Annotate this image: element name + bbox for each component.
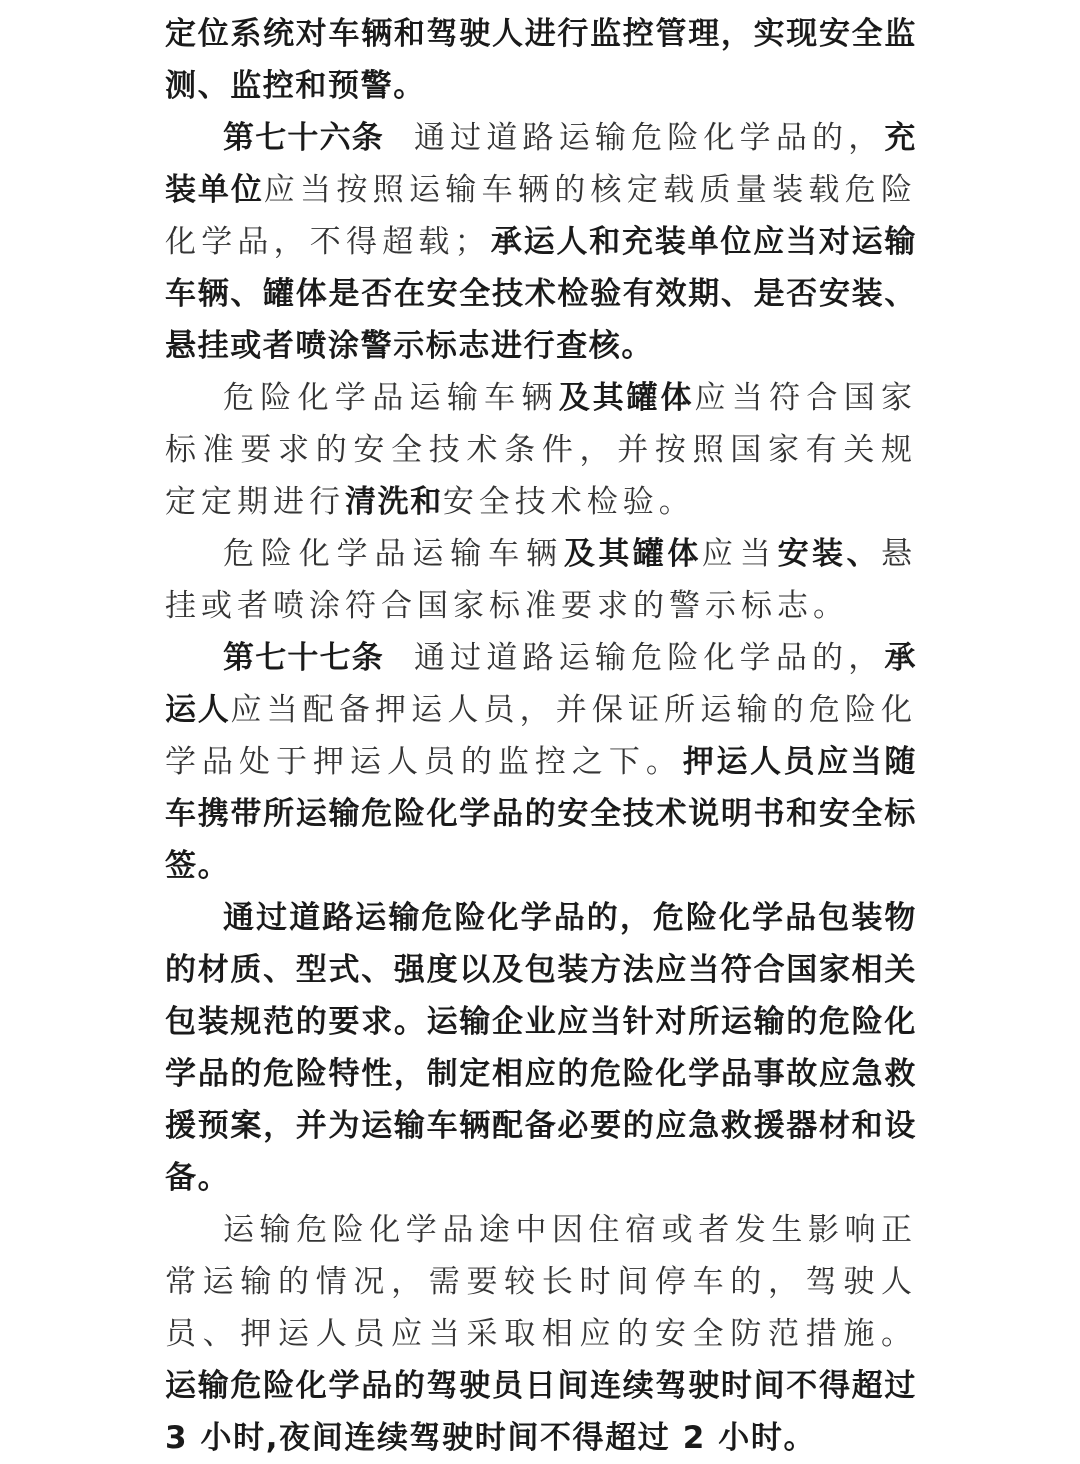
paragraph-6 xyxy=(165,892,917,1204)
text-run: 通过道路运输危险化学品的，危险化学品包装物的材质、型式、强度以及包装方法应当符合国家相关包装规范的要求。运输企业应当针对所运输的危险化学品的危险特性，制定相应的危险化学品事故应急救援预案，并为运输车辆配备必要的应急救援器材和设备。 xyxy=(165,900,917,1196)
text-run: 安全技术检验。 xyxy=(442,484,695,520)
text-run: 承运人和充装单位应当对运输车辆、罐体是否在安全技术检验有效期、是否安装、悬挂或者喷涂警示标志进行查核。 xyxy=(165,224,918,364)
paragraph-4 xyxy=(165,528,917,632)
text-run: 危险化学品运输车辆 xyxy=(223,536,564,572)
text-run: 悬挂或者喷涂符合国家标准要求的警示标志。 xyxy=(165,536,918,624)
text-run: 及其罐体 xyxy=(563,536,702,572)
text-run: 应当配备押运人员，并保证所运输的危险化学品处于押运人员的监控之下。 xyxy=(165,692,917,780)
paragraph-article-76 xyxy=(165,112,917,372)
paragraph-1 xyxy=(165,8,917,112)
text-run: 押运人员应当随车携带所运输危险化学品的安全技术说明书和安全标签。 xyxy=(165,744,917,884)
article-heading: 第七十六条 xyxy=(223,120,384,156)
text-run: 充装单位 xyxy=(165,120,918,208)
document-body xyxy=(165,8,917,1464)
text-run: 承运人 xyxy=(165,640,918,728)
text-run: 运输危险化学品的驾驶员日间连续驾驶时间不得超过 3 小时,夜间连续驾驶时间不得超过 2 小时。 xyxy=(165,1368,917,1456)
text-run: 应当 xyxy=(701,536,778,572)
paragraph-3 xyxy=(165,372,917,528)
text-run: 危险化学品运输车辆 xyxy=(223,380,559,416)
text-run: 通过道路运输危险化学品的， xyxy=(413,120,885,156)
text-run: 安装、 xyxy=(777,536,882,572)
text-run: 应当按照运输车辆的核定载质量装载危险化学品，不得超载； xyxy=(165,172,917,260)
paragraph-7 xyxy=(165,1204,917,1464)
text-run: 及其罐体 xyxy=(558,380,695,416)
text-run: 通过道路运输危险化学品的， xyxy=(413,640,885,676)
text-run: 定位系统对车辆和驾驶人进行监控管理，实现安全监测、监控和预警。 xyxy=(165,16,917,104)
text-run: 清洗和 xyxy=(345,484,443,520)
paragraph-article-77 xyxy=(165,632,917,892)
article-heading: 第七十七条 xyxy=(223,640,384,676)
text-run: 运输危险化学品途中因住宿或者发生影响正常运输的情况，需要较长时间停车的，驾驶人员、押运人员应当采取相应的安全防范措施。 xyxy=(165,1212,917,1352)
text-run: 应当符合国家标准要求的安全技术条件，并按照国家有关规定定期进行 xyxy=(165,380,918,520)
